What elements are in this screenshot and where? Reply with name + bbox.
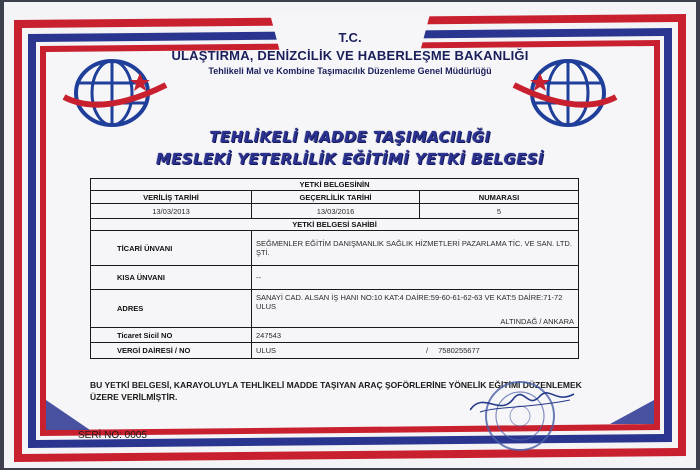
tax-separator: /: [426, 346, 429, 355]
serial-number: SERİ NO: 0005: [78, 430, 147, 441]
tax-number-value: 7580255677: [438, 346, 480, 355]
certificate-title-line1: TEHLİKELİ MADDE TAŞIMACILIĞI: [209, 128, 491, 146]
address-city: ALTINDAĞ / ANKARA: [500, 317, 574, 326]
directorate-name: Tehlikeli Mal ve Kombine Taşımacılık Düzenleme Genel Müdürlüğü: [208, 66, 492, 76]
short-name-value: --: [252, 266, 579, 290]
trade-name-value: SEĞMENLER EĞİTİM DANIŞMANLIK SAĞLIK HİZMETLERİ PAZARLAMA TİC. VE SAN. LTD. ŞTİ.: [252, 231, 579, 266]
tc-heading: T.C.: [338, 30, 362, 45]
ministry-name: ULAŞTIRMA, DENİZCİLİK VE HABERLEŞME BAKANLIĞI: [171, 48, 529, 63]
col-valid-date-header: GEÇERLİLİK TARİHİ: [252, 191, 420, 204]
address-label: ADRES: [91, 290, 252, 328]
tax-cell: [252, 343, 579, 359]
address-cell: [252, 290, 579, 328]
section-header-holder: YETKİ BELGESİ SAHİBİ: [91, 219, 579, 231]
registry-value: 247543: [252, 328, 579, 343]
certificate-title-line2: MESLEKİ YETERLİLİK EĞİTİMİ YETKİ BELGESİ: [155, 150, 545, 168]
certificate-statement: BU YETKİ BELGESİ, KARAYOLUYLA TEHLİKELİ MADDE TAŞIYAN ARAÇ ŞOFÖRLERİNE YÖNELİK EĞİTİMİ DÜZENLEMEK ÜZERE VERİLMİŞTİR.: [90, 380, 582, 402]
tax-label: VERGİ DAİRESİ / NO: [91, 343, 252, 359]
col-issue-date-header: VERİLİŞ TARİHİ: [91, 191, 252, 204]
registry-label: Ticaret Sicil NO: [91, 328, 252, 343]
address-value: SANAYİ CAD. ALSAN İŞ HANI NO:10 KAT:4 DAİRE:59-60-61-62-63 VE KAT:5 DAİRE:71-72 ULUS: [256, 293, 563, 311]
tax-office-value: ULUS: [256, 346, 277, 355]
section-header-certificate: YETKİ BELGESİNİN: [91, 179, 579, 191]
number-value: 5: [420, 204, 579, 219]
official-seal-icon: [470, 370, 580, 460]
col-number-header: NUMARASI: [420, 191, 579, 204]
issue-date-value: 13/03/2013: [91, 204, 252, 219]
certificate-table: [90, 178, 579, 359]
trade-name-label: TİCARİ ÜNVANI: [91, 231, 252, 266]
valid-date-value: 13/03/2016: [252, 204, 420, 219]
short-name-label: KISA ÜNVANI: [91, 266, 252, 290]
